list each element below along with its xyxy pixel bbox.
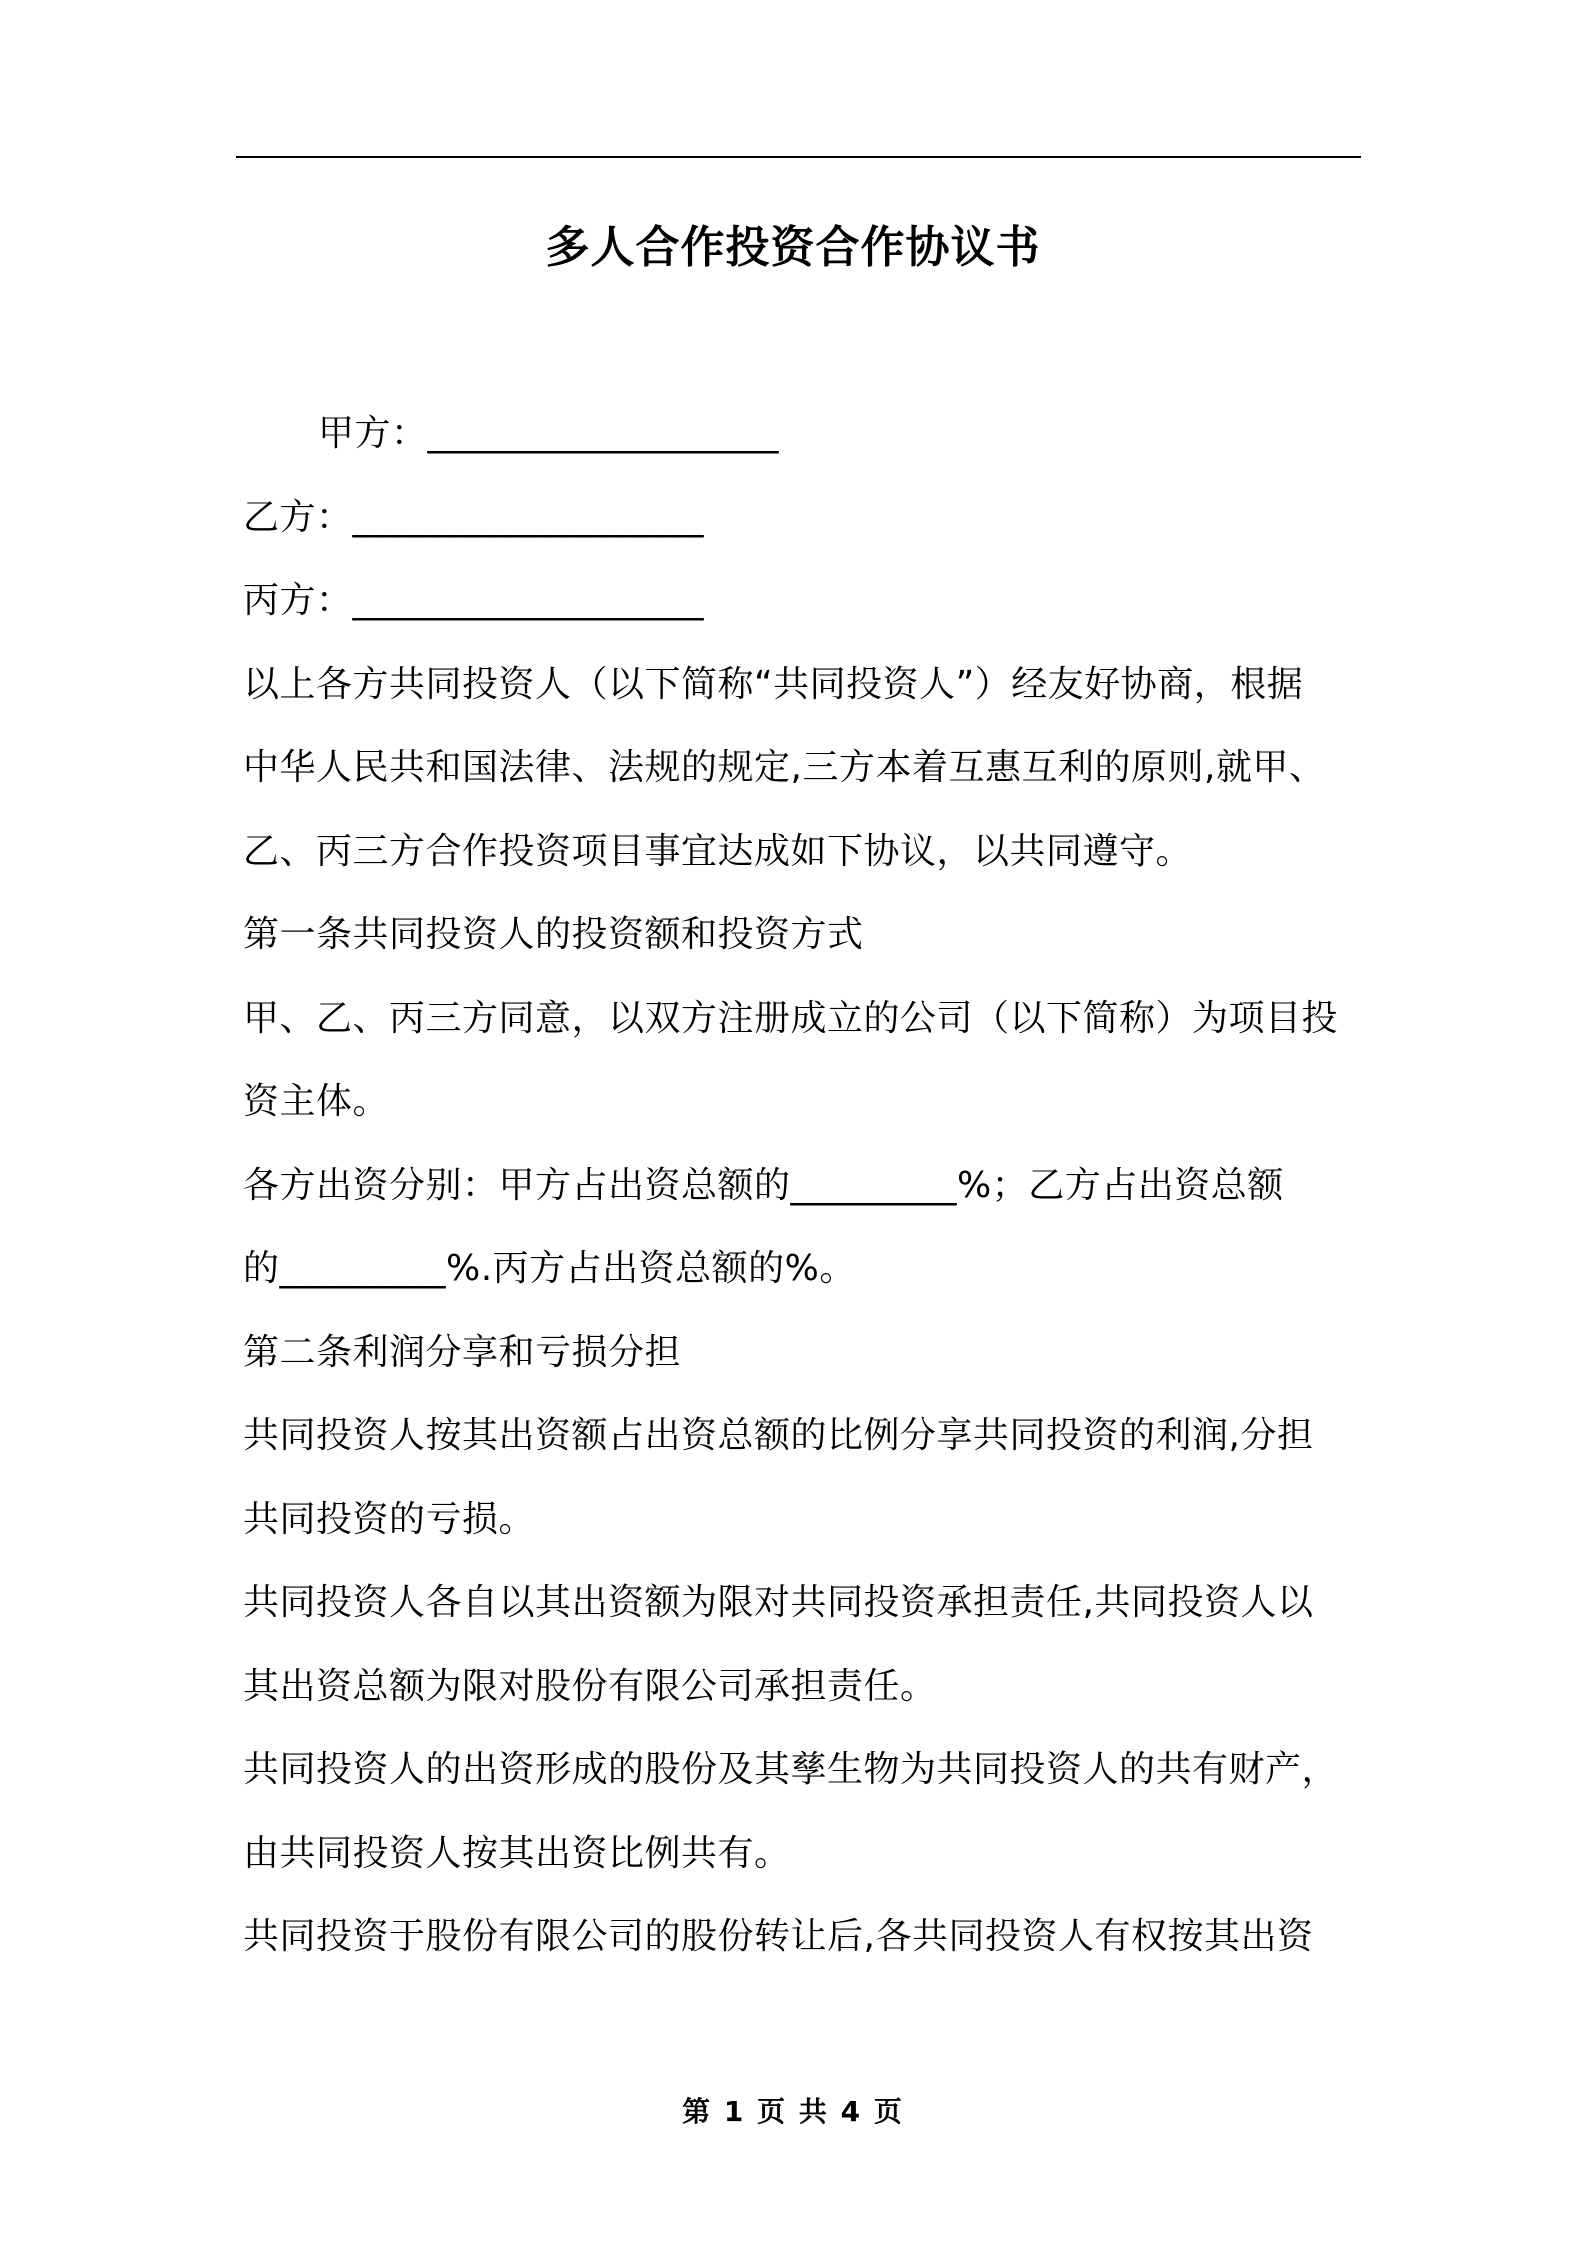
- header-rule: [236, 156, 1361, 158]
- body-line: 共同投资人各自以其出资额为限对共同投资承担责任,共同投资人以: [243, 1582, 1314, 1623]
- page-number-footer: 第 1 页 共 4 页: [682, 2095, 904, 2128]
- body-line: 共同投资于股份有限公司的股份转让后,各共同投资人有权按其出资: [243, 1916, 1314, 1957]
- body-line: 共同投资人按其出资额占出资总额的比例分享共同投资的利润,分担: [243, 1415, 1314, 1456]
- body-line: 的_________%.丙方占出资总额的%。: [243, 1248, 856, 1289]
- body-line: 各方出资分别：甲方占出资总额的_________%；乙方占出资总额: [243, 1165, 1284, 1206]
- body-line: 资主体。: [243, 1081, 390, 1122]
- party-a-line: 甲方：___________________: [318, 413, 780, 454]
- body-line: 甲、乙、丙三方同意，以双方注册成立的公司（以下简称）为项目投: [243, 998, 1339, 1039]
- body-line: 由共同投资人按其出资比例共有。: [243, 1833, 791, 1874]
- body-line: 乙、丙三方合作投资项目事宜达成如下协议，以共同遵守。: [243, 831, 1193, 872]
- party-b-line: 乙方：___________________: [243, 497, 705, 538]
- body-line: 共同投资的亏损。: [243, 1499, 536, 1540]
- party-c-line: 丙方：___________________: [243, 580, 705, 621]
- document-title: 多人合作投资合作协议书: [545, 222, 1041, 273]
- body-line: 以上各方共同投资人（以下简称“共同投资人”）经友好协商，根据: [243, 664, 1304, 705]
- article-heading: 第一条共同投资人的投资额和投资方式: [243, 914, 864, 955]
- body-line: 共同投资人的出资形成的股份及其孳生物为共同投资人的共有财产，: [243, 1749, 1339, 1790]
- body-line: 中华人民共和国法律、法规的规定,三方本着互惠互利的原则,就甲、: [243, 747, 1326, 788]
- article-heading: 第二条利润分享和亏损分担: [243, 1332, 682, 1373]
- body-line: 其出资总额为限对股份有限公司承担责任。: [243, 1666, 937, 1707]
